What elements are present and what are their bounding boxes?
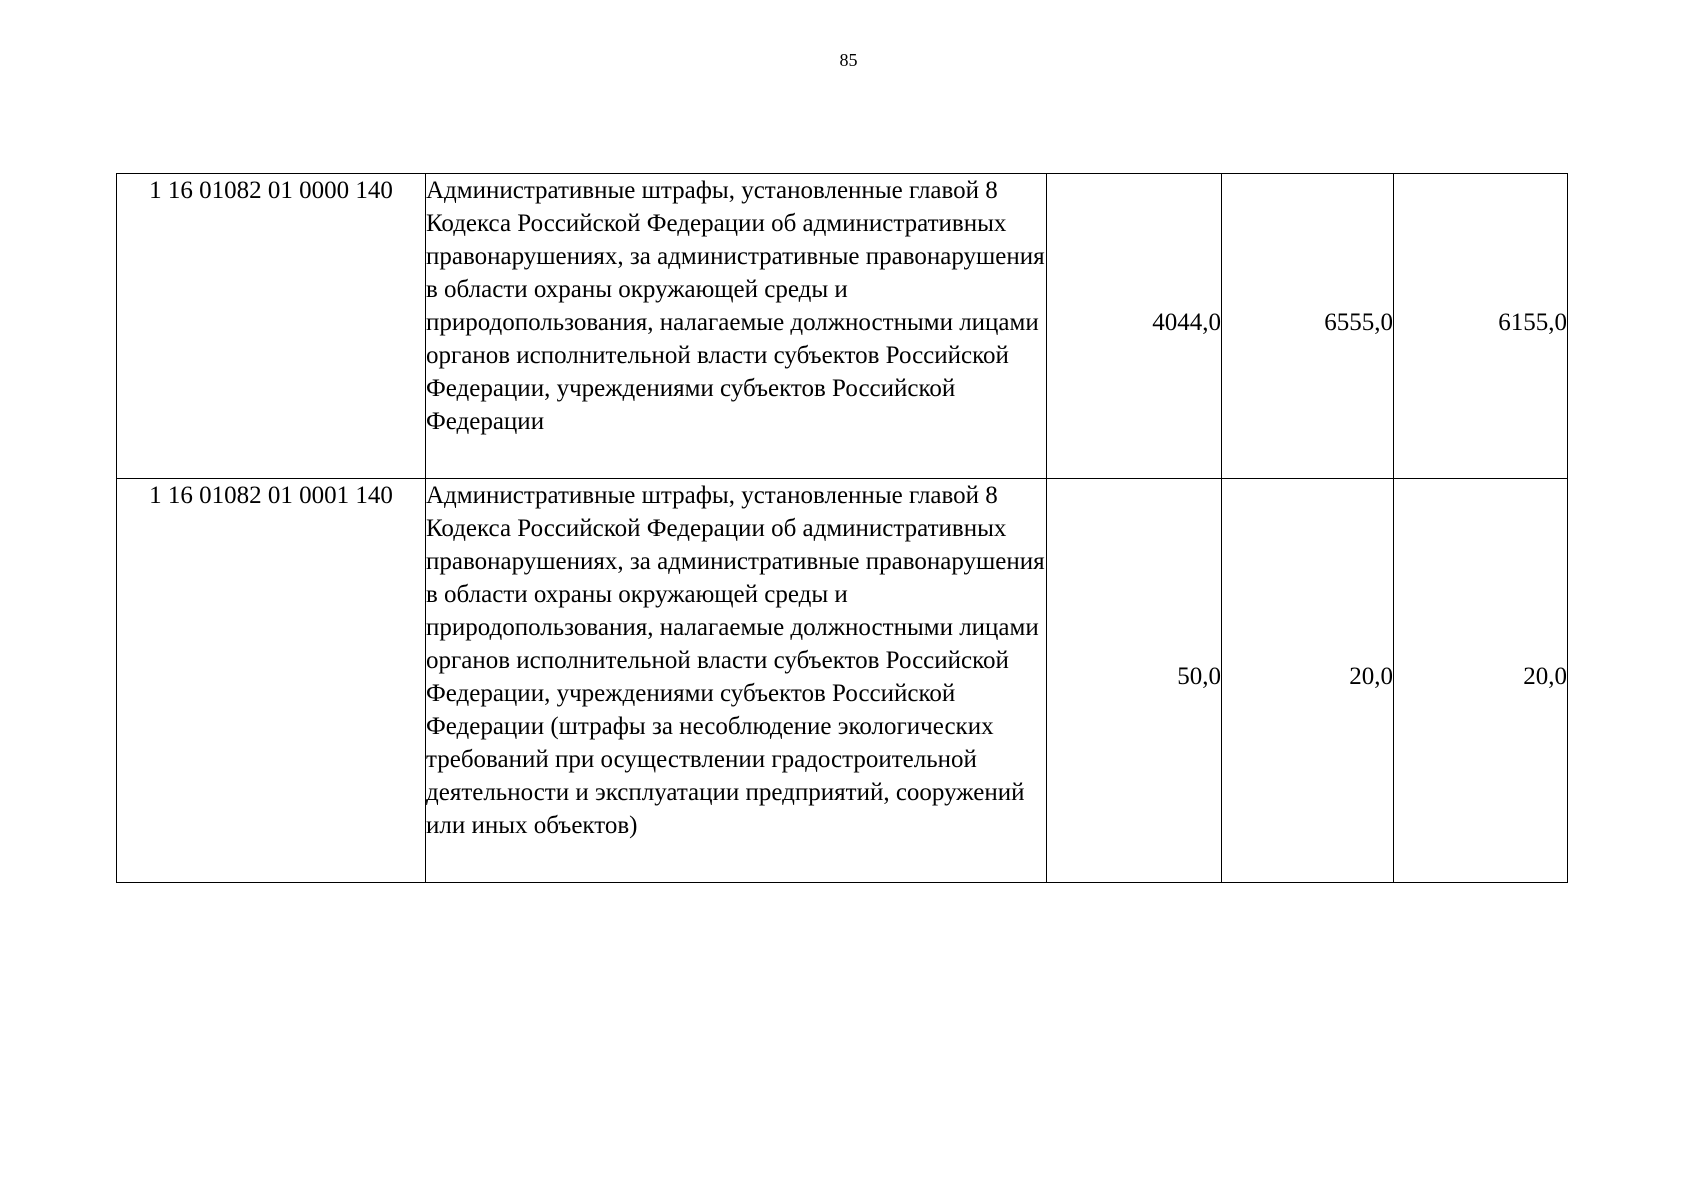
- budget-code-cell: 1 16 01082 01 0000 140: [117, 174, 426, 479]
- value-text: 50,0: [1177, 663, 1221, 690]
- value-cell-year-3: [1394, 174, 1568, 479]
- value-text: 20,0: [1523, 663, 1567, 690]
- description-cell: Административные штрафы, установленные главой 8 Кодекса Российской Федерации об административных правонарушениях, за административные правонарушения в области охраны окружающей среды и природопользования, налагаемые должностными лицами органов исполнительной власти субъектов Российской Федерации, учреждениями субъектов Российской Федерации (штрафы за несоблюдение экологических требований при осуществлении градостроительной деятельности и эксплуатации предприятий, сооружений или иных объектов): [426, 479, 1047, 883]
- value-text: 6555,0: [1324, 308, 1393, 336]
- value-text: 20,0: [1349, 663, 1393, 690]
- table-row: [117, 479, 1568, 883]
- value-cell-year-2: [1222, 479, 1394, 883]
- value-cell-year-1: [1047, 174, 1222, 479]
- value-cell-year-2: [1222, 174, 1394, 479]
- budget-table: [116, 173, 1568, 883]
- description-cell: Административные штрафы, установленные главой 8 Кодекса Российской Федерации об административных правонарушениях, за административные правонарушения в области охраны окружающей среды и природопользования, налагаемые должностными лицами органов исполнительной власти субъектов Российской Федерации, учреждениями субъектов Российской Федерации: [426, 174, 1047, 479]
- value-text: 4044,0: [1152, 308, 1221, 336]
- value-cell-year-1: [1047, 479, 1222, 883]
- value-text: 6155,0: [1498, 308, 1567, 336]
- page-number: 85: [839, 50, 858, 70]
- value-cell-year-3: [1394, 479, 1568, 883]
- budget-code-cell: 1 16 01082 01 0001 140: [117, 479, 426, 883]
- table-row: [117, 174, 1568, 479]
